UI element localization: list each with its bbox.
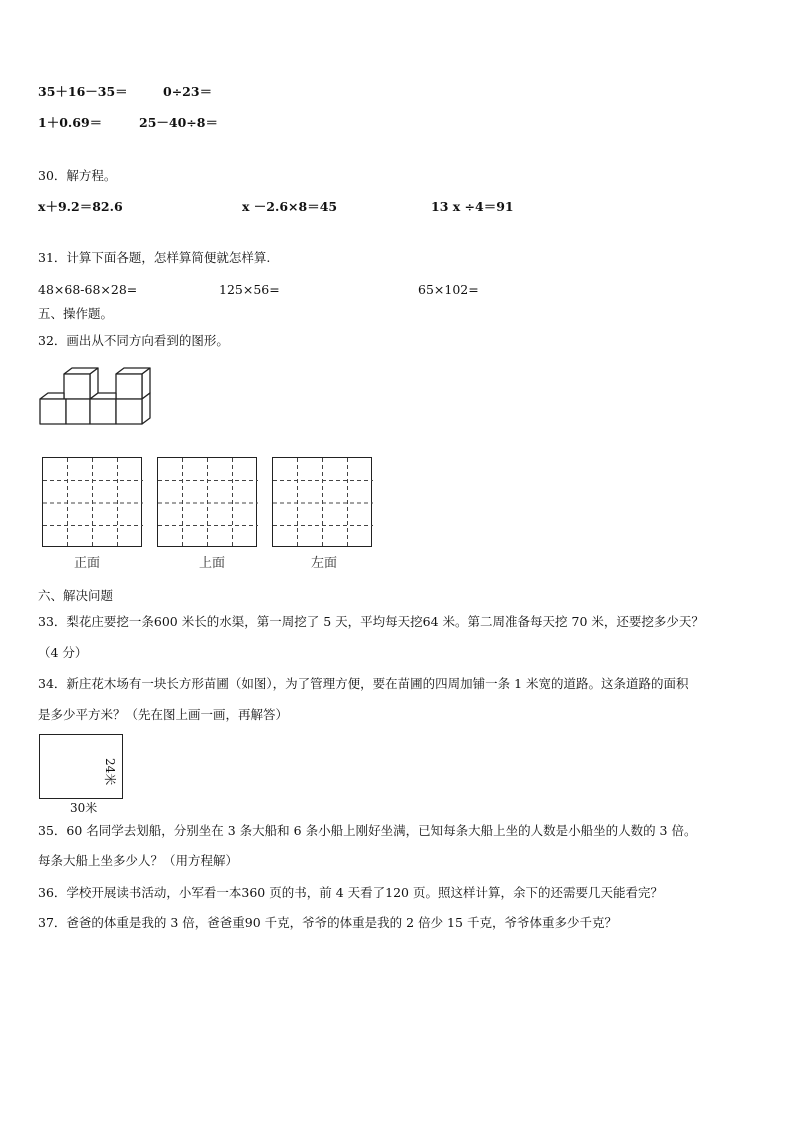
view-caption-front: 正面 bbox=[74, 556, 101, 571]
view-caption-top: 上面 bbox=[199, 556, 226, 571]
question-34: 34．新庄花木场有一块长方形苗圃（如图），为了管理方便，要在苗圃的四周加铺一条 1 米宽的道路。这条道路的面积 bbox=[38, 676, 689, 691]
front-view-grid[interactable] bbox=[42, 457, 142, 547]
calc-item: 125×56= bbox=[219, 282, 280, 297]
calc-item: 48×68-68×28= bbox=[38, 282, 138, 297]
top-view-grid[interactable] bbox=[157, 457, 257, 547]
question-37: 37．爸爸的体重是我的 3 倍，爸爸重90 千克，爷爷的体重是我的 2 倍少 15 千克，爷爷体重多少千克？ bbox=[38, 915, 617, 930]
question-32-title: 32．画出从不同方向看到的图形。 bbox=[38, 333, 229, 348]
calc-item: 35＋16－35＝ bbox=[38, 84, 128, 99]
question-31-title: 31．计算下面各题，怎样算简便就怎样算. bbox=[38, 250, 271, 265]
width-label: 30米 bbox=[70, 801, 98, 815]
calc-item: 65×102= bbox=[418, 282, 479, 297]
calc-item: 25－40÷8＝ bbox=[139, 115, 218, 130]
question-33: 33．梨花庄要挖一条600 米长的水渠，第一周挖了 5 天，平均每天挖64 米。第二周准备每天挖 70 米，还要挖多少天？ bbox=[38, 614, 704, 629]
equation: x －2.6×8＝45 bbox=[242, 199, 338, 214]
question-30-title: 30．解方程。 bbox=[38, 168, 117, 183]
question-33-points: （4 分） bbox=[38, 645, 88, 660]
view-caption-left: 左面 bbox=[311, 556, 338, 571]
equation: x＋9.2＝82.6 bbox=[38, 199, 123, 214]
section-heading: 五、操作题。 bbox=[38, 306, 114, 321]
equation: 13 x ÷4＝91 bbox=[431, 199, 514, 214]
cube-figure bbox=[38, 366, 153, 432]
height-label: 24米 bbox=[103, 758, 117, 786]
question-36: 36．学校开展读书活动，小军看一本360 页的书，前 4 天看了120 页。照这样计算，余下的还需要几天能看完？ bbox=[38, 885, 663, 900]
calc-item: 0÷23＝ bbox=[163, 84, 213, 99]
question-34-cont: 是多少平方米？（先在图上画一画，再解答） bbox=[38, 707, 289, 722]
question-35: 35．60 名同学去划船，分别坐在 3 条大船和 6 条小船上刚好坐满，已知每条大船上坐的人数是小船坐的人数的 3 倍。 bbox=[38, 823, 697, 838]
left-view-grid[interactable] bbox=[272, 457, 372, 547]
section-heading: 六、解决问题 bbox=[38, 588, 114, 603]
calc-item: 1＋0.69＝ bbox=[38, 115, 103, 130]
question-35-cont: 每条大船上坐多少人？（用方程解） bbox=[38, 853, 239, 868]
